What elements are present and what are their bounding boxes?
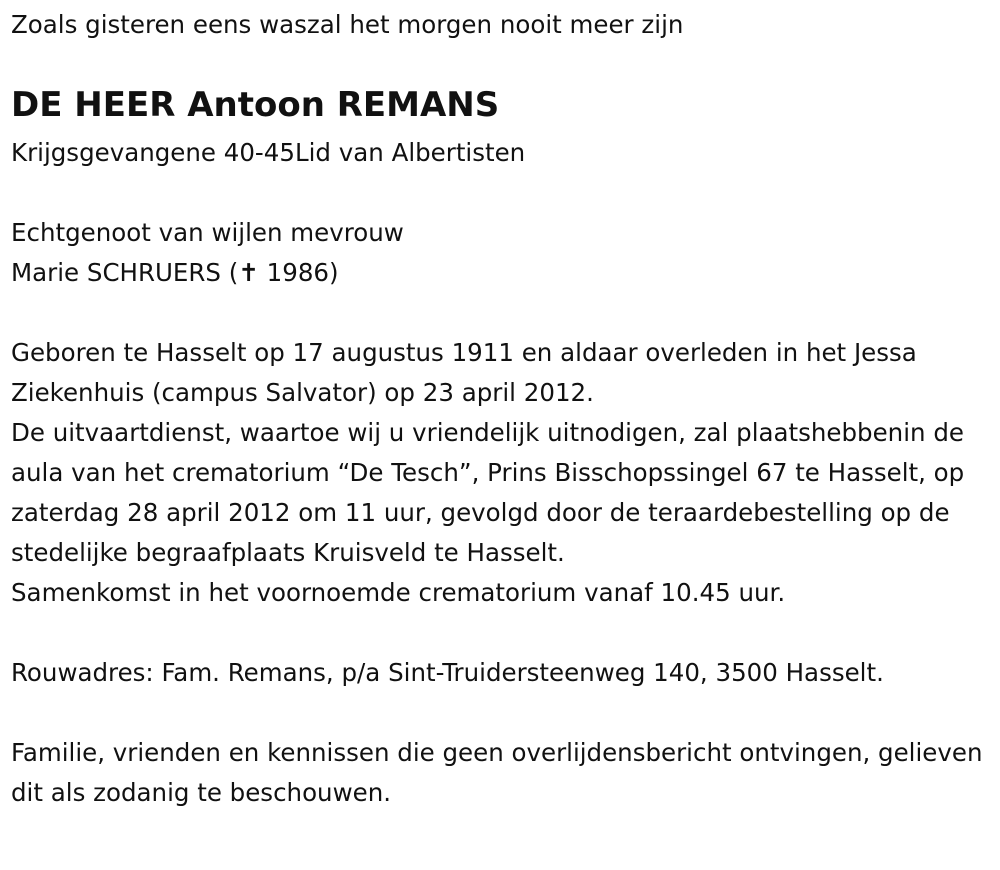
birth-death-text: Geboren te Hasselt op 17 augustus 1911 en aldaar overleden in het Jessa Ziekenhuis (campus Salvator) op 23 april 2012.: [11, 338, 917, 407]
spouse-line: Echtgenoot van wijlen mevrouw: [11, 218, 404, 247]
motto-text: Zoals gisteren eens waszal het morgen nooit meer zijn: [11, 10, 684, 39]
gathering-text: Samenkomst in het voornoemde crematorium vanaf 10.45 uur.: [11, 578, 786, 607]
spouse-death-year: 1986): [266, 258, 339, 287]
death-notice: [11, 0, 986, 813]
closing-text: Familie, vrienden en kennissen die geen overlijdensbericht ontvingen, gelieven dit als zodanig te beschouwen.: [11, 738, 983, 807]
address-text: Rouwadres: Fam. Remans, p/a Sint-Truidersteenweg 140, 3500 Hasselt.: [11, 658, 884, 687]
funeral-text: De uitvaartdienst, waartoe wij u vriendelijk uitnodigen, zal plaatshebbenin de aula van het crematorium “De Tesch”, Prins Bisschopssingel 67 te Hasselt, op zaterdag 28 april 2012 om 11 uur, gevolgd door de teraardebestelling op de stedelijke begraafplaats Kruisveld te Hasselt.: [11, 418, 965, 567]
deceased-name: DE HEER Antoon REMANS: [11, 85, 500, 125]
cross-icon: ✝: [238, 258, 259, 287]
spouse-name: Marie SCHRUERS (: [11, 258, 239, 287]
spouse-name-line: [11, 253, 986, 293]
titles-text: Krijgsgevangene 40-45Lid van Albertisten: [11, 138, 526, 167]
